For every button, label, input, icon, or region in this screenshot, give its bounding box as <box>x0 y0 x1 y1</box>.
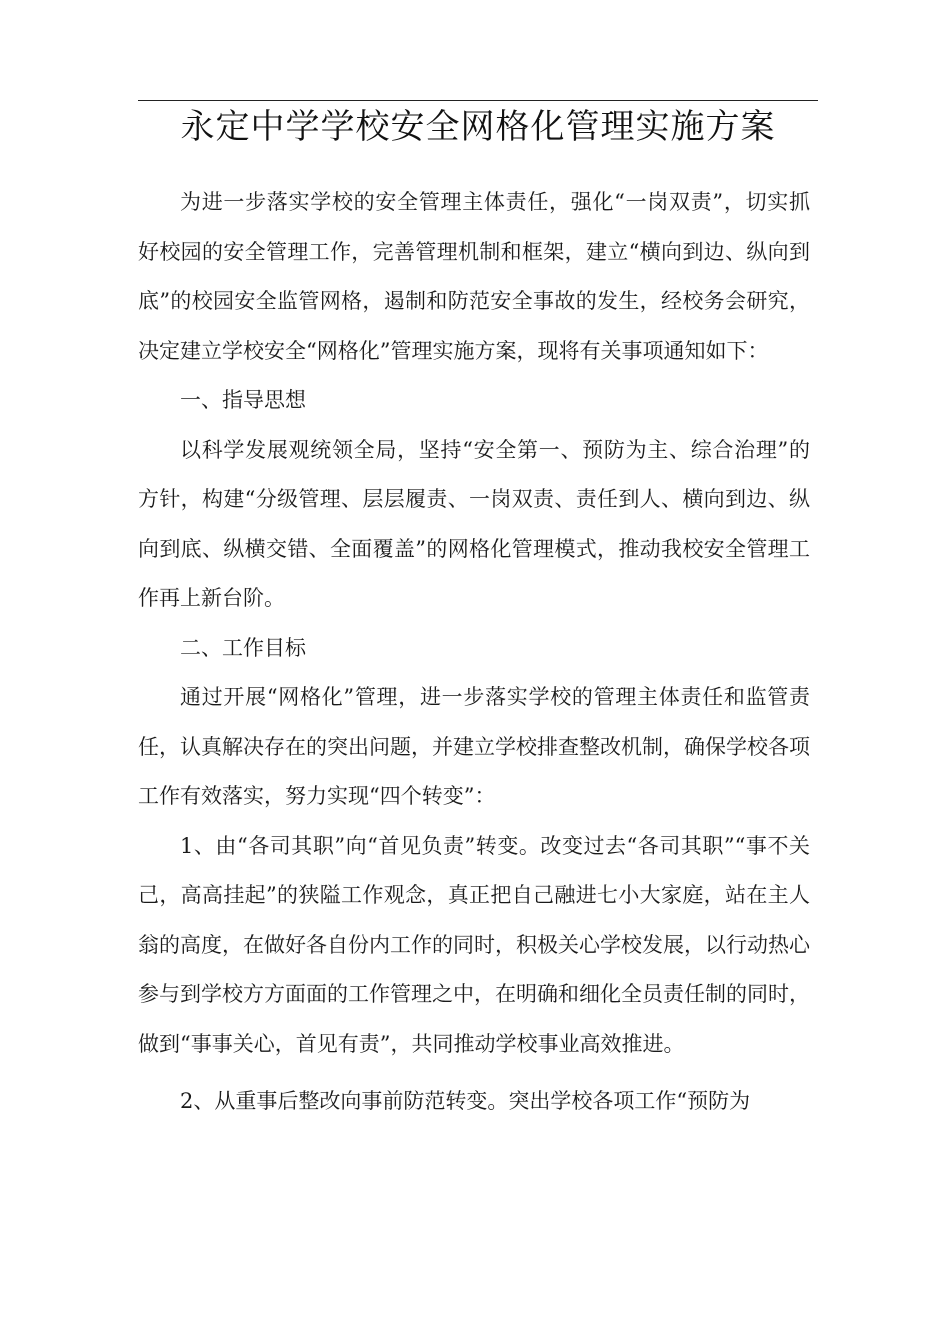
list-item-1: 1、由“各司其职”向“首见负责”转变。改变过去“各司其职”“事不关己，高高挂起”的狭隘工作观念，真正把自己融进七小大家庭，站在主人翁的高度，在做好各自份内工作的同时，积极关心学校发展，以行动热心参与到学校方方面面的工作管理之中，在明确和细化全员责任制的同时，做到“事事关心，首见有责”，共同推动学校事业高效推进。 <box>138 833 810 1056</box>
header-rule <box>138 100 818 101</box>
document-title: 永定中学学校安全网格化管理实施方案 <box>180 107 776 147</box>
intro-paragraph: 为进一步落实学校的安全管理主体责任，强化“一岗双责”，切实抓好校园的安全管理工作，完善管理机制和框架，建立“横向到边、纵向到底”的校园安全监管网格，遏制和防范安全事故的发生，经校务会研究，决定建立学校安全“网格化”管理实施方案，现将有关事项通知如下： <box>138 190 810 363</box>
section-heading-guiding-ideology: 一、指导思想 <box>180 388 306 412</box>
section-paragraph-work-goals: 通过开展“网格化”管理，进一步落实学校的管理主体责任和监管责任，认真解决存在的突出问题，并建立学校排查整改机制，确保学校各项工作有效落实，努力实现“四个转变”： <box>138 685 810 808</box>
document-body <box>138 178 810 1127</box>
list-item-2: 2、从重事后整改向事前防范转变。突出学校各项工作“预防为 <box>180 1089 751 1113</box>
section-paragraph-guiding-ideology: 以科学发展观统领全局，坚持“安全第一、预防为主、综合治理”的方针，构建“分级管理、层层履责、一岗双责、责任到人、横向到边、纵向到底、纵横交错、全面覆盖”的网格化管理模式，推动我校安全管理工作再上新台阶。 <box>138 437 810 610</box>
section-heading-work-goals: 二、工作目标 <box>180 635 306 660</box>
